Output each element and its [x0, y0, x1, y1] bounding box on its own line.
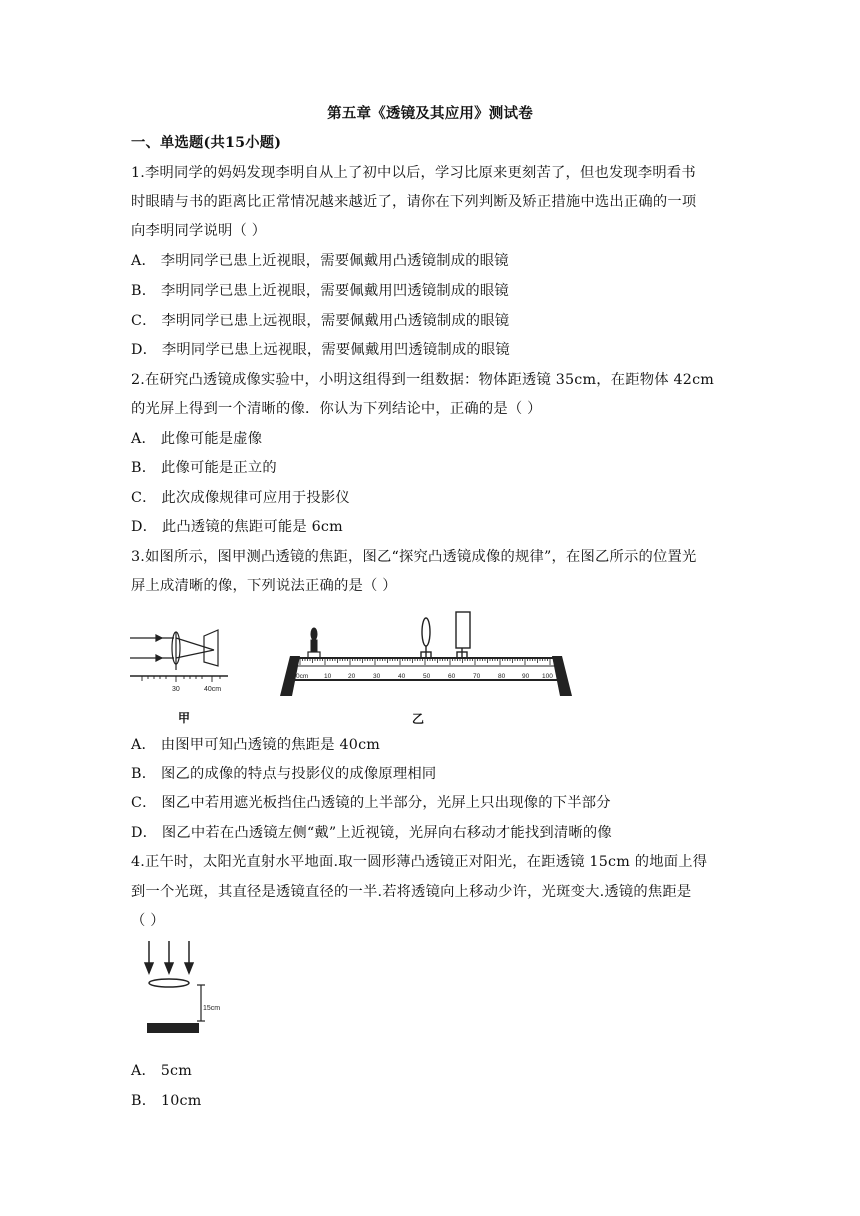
- q4-text-line-2: 到一个光斑，其直径是透镜直径的一半.若将透镜向上移动少许，光斑变大.透镜的焦距是: [131, 884, 692, 900]
- q2-option-c: C． 此次成像规律可应用于投影仪: [131, 490, 350, 506]
- yi-tick-40: 40: [398, 673, 406, 680]
- figure-yi-optical-bench: [278, 606, 574, 700]
- q4-text-line-1: 4.正午时，太阳光直射水平地面.取一圆形薄凸透镜正对阳光，在距透镜 15cm 的地面上得: [131, 854, 708, 870]
- yi-tick-50: 50: [423, 673, 431, 680]
- q3-option-b: B． 图乙的成像的特点与投影仪的成像原理相同: [131, 766, 437, 782]
- q4-distance-label: 15cm: [203, 1005, 221, 1012]
- yi-tick-70: 70: [473, 673, 481, 680]
- q2-option-b: B． 此像可能是正立的: [131, 460, 277, 476]
- q2-option-d: D． 此凸透镜的焦距可能是 6cm: [131, 519, 343, 535]
- q1-option-b: B． 李明同学已患上近视眼，需要佩戴用凹透镜制成的眼镜: [131, 283, 509, 299]
- figure-jia-caption: 甲: [178, 711, 191, 725]
- yi-tick-100: 100: [542, 673, 553, 680]
- yi-tick-80: 80: [498, 673, 506, 680]
- q1-text-line-3: 向李明同学说明（ ）: [131, 223, 267, 239]
- q1-option-a: A． 李明同学已患上近视眼，需要佩戴用凸透镜制成的眼镜: [131, 253, 509, 269]
- q1-text-line-2: 时眼睛与书的距离比正常情况越来越近了，请你在下列判断及矫正措施中选出正确的一项: [131, 194, 697, 210]
- q2-text-line-1: 2.在研究凸透镜成像实验中，小明这组得到一组数据：物体距透镜 35cm，在距物体 42cm: [131, 372, 715, 388]
- q3-option-a: A． 由图甲可知凸透镜的焦距是 40cm: [131, 737, 381, 753]
- q2-option-a: A． 此像可能是虚像: [131, 431, 263, 447]
- q4-option-b: B． 10cm: [131, 1093, 202, 1109]
- q4-option-a: A． 5cm: [131, 1063, 193, 1079]
- yi-tick-60: 60: [448, 673, 456, 680]
- yi-tick-90: 90: [522, 673, 530, 680]
- q3-text-line-1: 3.如图所示，图甲测凸透镜的焦距，图乙“探究凸透镜成像的规律”，在图乙所示的位置光: [131, 549, 697, 565]
- q1-text-line-1: 1.李明同学的妈妈发现李明自从上了初中以后，学习比原来更刻苦了，但也发现李明看书: [131, 165, 696, 181]
- q4-text-line-3: （ ）: [131, 913, 165, 929]
- section-heading: 一、单选题(共15小题): [131, 135, 282, 151]
- q1-option-c: C． 李明同学已患上远视眼，需要佩戴用凸透镜制成的眼镜: [131, 313, 510, 329]
- figure-q4-sunlight-lens: [143, 939, 223, 1039]
- figure-yi-caption: 乙: [412, 712, 425, 726]
- page-title: 第五章《透镜及其应用》测试卷: [327, 105, 533, 122]
- yi-tick-20: 20: [348, 673, 356, 680]
- figure-jia-focal-length: [128, 622, 232, 694]
- yi-tick-10: 10: [324, 673, 332, 680]
- jia-tick-40: 40cm: [204, 686, 222, 693]
- q1-option-d: D． 李明同学已患上远视眼，需要佩戴用凹透镜制成的眼镜: [131, 342, 510, 358]
- yi-tick-0: 0cm: [296, 673, 309, 680]
- yi-tick-30: 30: [373, 673, 381, 680]
- q3-option-c: C． 图乙中若用遮光板挡住凸透镜的上半部分，光屏上只出现像的下半部分: [131, 795, 611, 811]
- q2-text-line-2: 的光屏上得到一个清晰的像．你认为下列结论中，正确的是（ ）: [131, 401, 542, 417]
- q3-text-line-2: 屏上成清晰的像，下列说法正确的是（ ）: [131, 578, 397, 594]
- q3-option-d: D． 图乙中若在凸透镜左侧“戴”上近视镜，光屏向右移动才能找到清晰的像: [131, 825, 612, 841]
- jia-tick-30: 30: [172, 686, 180, 693]
